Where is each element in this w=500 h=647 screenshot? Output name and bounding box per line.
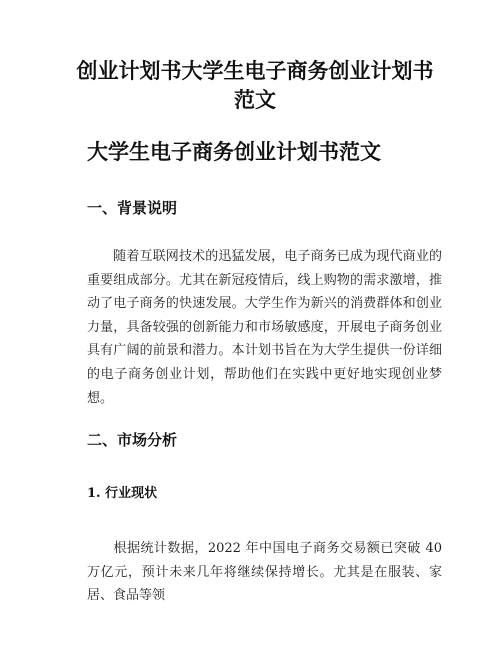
- section-heading-market-analysis: 二、市场分析: [87, 431, 178, 449]
- market-paragraph: [87, 537, 442, 608]
- market-paragraph-text: 根据统计数据，2022 年中国电子商务交易额已突破 40 万亿元，预计未来几年将继续保持增长。尤其是在服装、家居、食品等领: [87, 541, 442, 604]
- document-subtitle: 大学生电子商务创业计划书范文: [87, 140, 381, 164]
- section-heading-background: 一、背景说明: [87, 199, 178, 217]
- background-paragraph-text: 随着互联网技术的迅猛发展，电子商务已成为现代商业的重要组成部分。尤其在新冠疫情后，线上购物的需求激增，推动了电子商务的快速发展。大学生作为新兴的消费群体和创业力量，具备较强的创新能力和市场敏感度，开展电子商务创业具有广阔的前景和潜力。本计划书旨在为大学生提供一份详细的电子商务创业计划，帮助他们在实践中更好地实现创业梦想。: [87, 249, 442, 406]
- document-title: 创业计划书大学生电子商务创业计划书范文: [76, 59, 434, 112]
- subheading-industry-status: 1. 行业现状: [87, 486, 158, 501]
- background-paragraph: [87, 245, 442, 410]
